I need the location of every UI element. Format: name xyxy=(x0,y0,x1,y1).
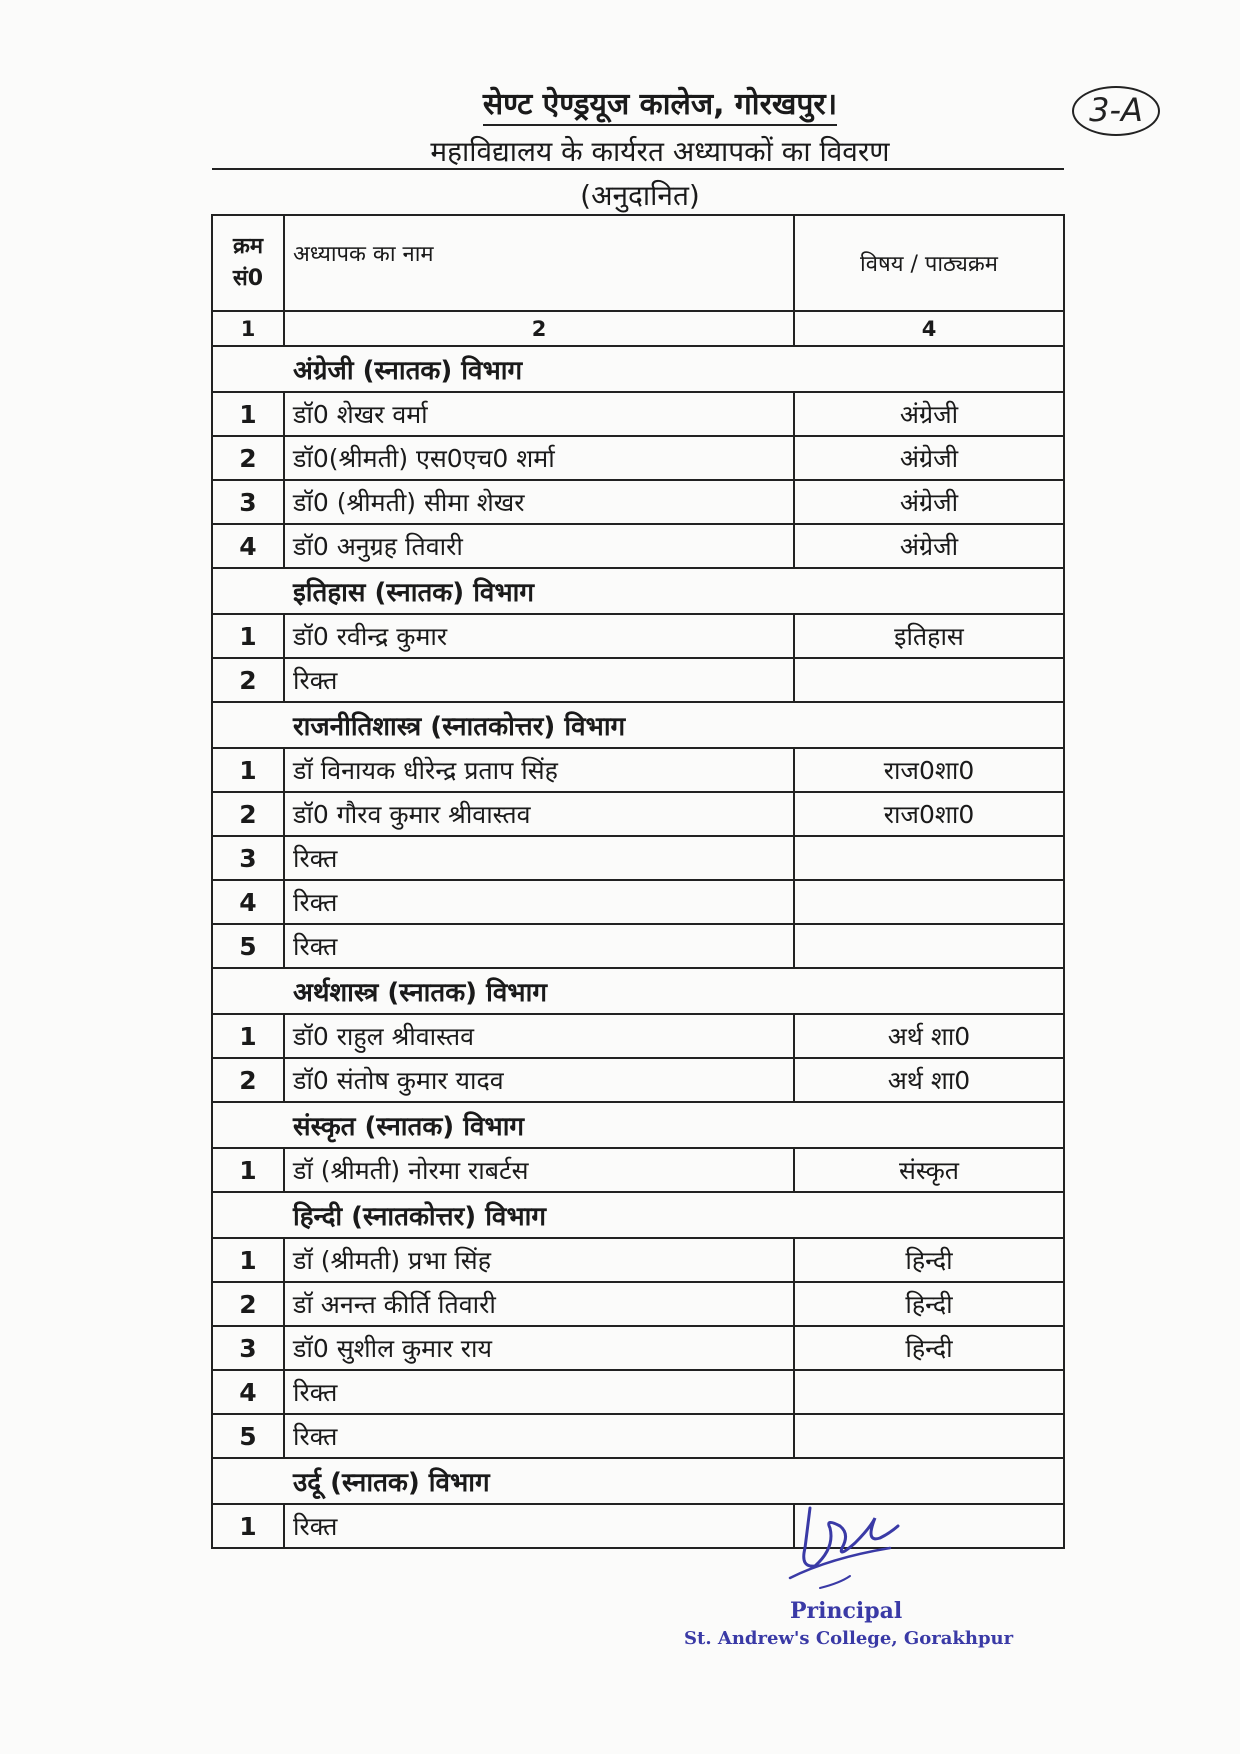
teacher-name-cell: डॉ विनायक धीरेन्द्र प्रताप सिंह xyxy=(284,748,794,792)
document-title xyxy=(0,82,1240,123)
teacher-name-cell: रिक्त xyxy=(284,924,794,968)
staff-table xyxy=(211,214,1065,1549)
department-header-row xyxy=(212,568,1064,614)
subject-cell xyxy=(794,924,1064,968)
department-title: उर्दू (स्नातक) विभाग xyxy=(212,1458,1064,1504)
principal-signature xyxy=(780,1488,910,1598)
subject-cell xyxy=(794,836,1064,880)
teacher-name-cell: रिक्त xyxy=(284,1504,794,1548)
teacher-name-cell: डॉ0 सुशील कुमार राय xyxy=(284,1326,794,1370)
table-row xyxy=(212,748,1064,792)
header-name: अध्यापक का नाम xyxy=(284,215,794,311)
teacher-name-cell: डॉ0(श्रीमती) एस0एच0 शर्मा xyxy=(284,436,794,480)
serial-cell: 3 xyxy=(212,836,284,880)
index-serial: 1 xyxy=(212,311,284,346)
table-row xyxy=(212,1238,1064,1282)
department-header-row xyxy=(212,702,1064,748)
serial-cell: 4 xyxy=(212,524,284,568)
table-row xyxy=(212,1282,1064,1326)
table-row xyxy=(212,1058,1064,1102)
department-title: इतिहास (स्नातक) विभाग xyxy=(212,568,1064,614)
subject-cell: इतिहास xyxy=(794,614,1064,658)
serial-cell: 2 xyxy=(212,1282,284,1326)
table-row xyxy=(212,792,1064,836)
table-row xyxy=(212,658,1064,702)
serial-cell: 3 xyxy=(212,1326,284,1370)
column-index-row xyxy=(212,311,1064,346)
department-header-row xyxy=(212,968,1064,1014)
subject-cell: अंग्रेजी xyxy=(794,480,1064,524)
table-row xyxy=(212,880,1064,924)
serial-cell: 1 xyxy=(212,1014,284,1058)
subject-cell: अर्थ शा0 xyxy=(794,1058,1064,1102)
teacher-name-cell: डॉ (श्रीमती) प्रभा सिंह xyxy=(284,1238,794,1282)
department-title: राजनीतिशास्त्र (स्नातकोत्तर) विभाग xyxy=(212,702,1064,748)
document-subtitle: महाविद्यालय के कार्यरत अध्यापकों का विवरण xyxy=(430,135,890,168)
teacher-name-cell: डॉ0 रवीन्द्र कुमार xyxy=(284,614,794,658)
subject-cell: संस्कृत xyxy=(794,1148,1064,1192)
subject-cell: अंग्रेजी xyxy=(794,392,1064,436)
table-row xyxy=(212,924,1064,968)
index-name: 2 xyxy=(284,311,794,346)
teacher-name-cell: रिक्त xyxy=(284,836,794,880)
principal-institution: St. Andrew's College, Gorakhpur xyxy=(684,1628,1014,1649)
serial-cell: 2 xyxy=(212,436,284,480)
serial-cell: 1 xyxy=(212,1238,284,1282)
teacher-name-cell: रिक्त xyxy=(284,880,794,924)
table-row xyxy=(212,524,1064,568)
teacher-name-cell: डॉ (श्रीमती) नोरमा राबर्टस xyxy=(284,1148,794,1192)
serial-cell: 2 xyxy=(212,792,284,836)
serial-cell: 4 xyxy=(212,880,284,924)
header-serial: क्रम सं0 xyxy=(212,215,284,311)
serial-cell: 2 xyxy=(212,658,284,702)
aided-label: (अनुदानित) xyxy=(580,179,700,212)
table-row xyxy=(212,1148,1064,1192)
subject-cell: राज0शा0 xyxy=(794,748,1064,792)
subject-cell: हिन्दी xyxy=(794,1238,1064,1282)
header-subject: विषय / पाठ्यक्रम xyxy=(794,215,1064,311)
department-title: संस्कृत (स्नातक) विभाग xyxy=(212,1102,1064,1148)
table-row xyxy=(212,1370,1064,1414)
teacher-name-cell: डॉ0 (श्रीमती) सीमा शेखर xyxy=(284,480,794,524)
table-row xyxy=(212,392,1064,436)
serial-cell: 5 xyxy=(212,924,284,968)
teacher-name-cell: रिक्त xyxy=(284,1370,794,1414)
subject-cell: हिन्दी xyxy=(794,1282,1064,1326)
title-divider xyxy=(212,168,1064,170)
serial-cell: 5 xyxy=(212,1414,284,1458)
department-header-row xyxy=(212,1102,1064,1148)
subject-cell: हिन्दी xyxy=(794,1326,1064,1370)
teacher-name-cell: डॉ0 गौरव कुमार श्रीवास्तव xyxy=(284,792,794,836)
subject-cell xyxy=(794,1370,1064,1414)
subject-cell xyxy=(794,658,1064,702)
serial-cell: 1 xyxy=(212,748,284,792)
college-name: सेण्ट ऐण्ड्रयूज कालेज, गोरखपुर। xyxy=(483,87,837,126)
serial-cell: 1 xyxy=(212,614,284,658)
department-title: हिन्दी (स्नातकोत्तर) विभाग xyxy=(212,1192,1064,1238)
index-subject: 4 xyxy=(794,311,1064,346)
table-row xyxy=(212,436,1064,480)
subject-cell xyxy=(794,880,1064,924)
serial-cell: 2 xyxy=(212,1058,284,1102)
subject-cell: अर्थ शा0 xyxy=(794,1014,1064,1058)
teacher-name-cell: डॉ अनन्त कीर्ति तिवारी xyxy=(284,1282,794,1326)
teacher-name-cell: रिक्त xyxy=(284,1414,794,1458)
teacher-name-cell: डॉ0 संतोष कुमार यादव xyxy=(284,1058,794,1102)
table-row xyxy=(212,1504,1064,1548)
subject-cell: राज0शा0 xyxy=(794,792,1064,836)
teacher-name-cell: डॉ0 अनुग्रह तिवारी xyxy=(284,524,794,568)
table-row xyxy=(212,614,1064,658)
department-header-row xyxy=(212,346,1064,392)
subject-cell xyxy=(794,1414,1064,1458)
department-title: अंग्रेजी (स्नातक) विभाग xyxy=(212,346,1064,392)
serial-cell: 1 xyxy=(212,1148,284,1192)
table-row xyxy=(212,480,1064,524)
department-header-row xyxy=(212,1458,1064,1504)
teacher-name-cell: डॉ0 शेखर वर्मा xyxy=(284,392,794,436)
department-title: अर्थशास्त्र (स्नातक) विभाग xyxy=(212,968,1064,1014)
table-row xyxy=(212,1414,1064,1458)
serial-cell: 1 xyxy=(212,1504,284,1548)
teacher-name-cell: रिक्त xyxy=(284,658,794,702)
page-number: 3-A xyxy=(1072,86,1160,136)
principal-designation: Principal xyxy=(790,1598,903,1624)
table-row xyxy=(212,1326,1064,1370)
table-row xyxy=(212,836,1064,880)
serial-cell: 3 xyxy=(212,480,284,524)
serial-cell: 1 xyxy=(212,392,284,436)
subject-cell: अंग्रेजी xyxy=(794,524,1064,568)
table-header-row xyxy=(212,215,1064,311)
department-header-row xyxy=(212,1192,1064,1238)
subject-cell: अंग्रेजी xyxy=(794,436,1064,480)
serial-cell: 4 xyxy=(212,1370,284,1414)
staff-table-body xyxy=(212,215,1064,1548)
teacher-name-cell: डॉ0 राहुल श्रीवास्तव xyxy=(284,1014,794,1058)
table-row xyxy=(212,1014,1064,1058)
